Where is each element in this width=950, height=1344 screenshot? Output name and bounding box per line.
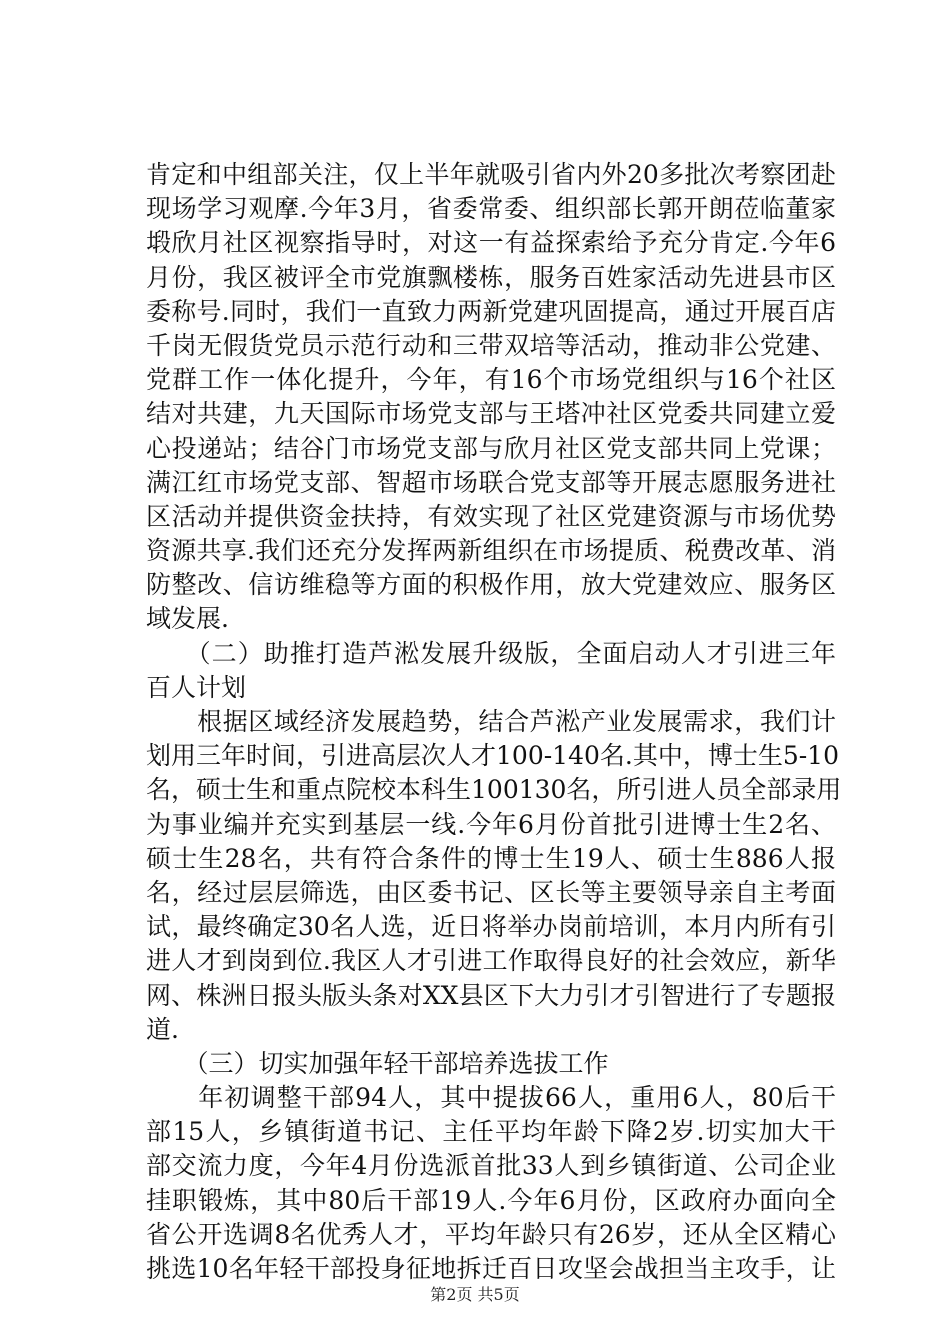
text-line: 结对共建，九天国际市场党支部与王塔冲社区党委共同建立爱 — [146, 399, 836, 429]
text-line: 月份，我区被评全市党旗飘楼栋，服务百姓家活动先进县市区 — [146, 262, 836, 292]
text-line: 肯定和中组部关注，仅上半年就吸引省内外20多批次考察团赴 — [146, 160, 836, 189]
text-line: 省公开选调8名优秀人才，平均年龄只有26岁，还从全区精心 — [146, 1219, 836, 1249]
text-line: 进人才到岗到位.我区人才引进工作取得良好的社会效应，新华 — [146, 946, 836, 976]
text-line: 满江红市场党支部、智超市场联合党支部等开展志愿服务进社 — [146, 467, 836, 497]
text-line: 心投递站；结谷门市场党支部与欣月社区党支部共同上党课； — [146, 433, 836, 463]
text-line: 试，最终确定30名人选，近日将举办岗前培训，本月内所有引 — [146, 912, 836, 942]
text-line: 部15人，乡镇街道书记、主任平均年龄下降2岁.切实加大干 — [146, 1117, 836, 1147]
text-line: 硕士生28名，共有符合条件的博士生19人、硕士生886人报 — [146, 843, 836, 873]
text-line: 为事业编并充实到基层一线.今年6月份首批引进博士生2名、 — [146, 809, 836, 839]
text-line: 道. — [146, 1014, 179, 1044]
text-line: 部交流力度，今年4月份选派首批33人到乡镇街道、公司企业 — [146, 1151, 836, 1181]
text-line: 划用三年时间，引进高层次人才100-140名.其中，博士生5-10 — [146, 741, 839, 771]
body-text — [146, 158, 842, 1286]
text-line: 委称号.同时，我们一直致力两新党建巩固提高，通过开展百店 — [146, 296, 836, 326]
section-heading: （二）助推打造芦淞发展升级版，全面启动人才引进三年 — [146, 638, 836, 668]
text-line: 党群工作一体化提升，今年，有16个市场党组织与16个社区 — [146, 365, 836, 395]
text-line: 塅欣月社区视察指导时，对这一有益探索给予充分肯定.今年6 — [146, 228, 836, 258]
text-line: 挑选10名年轻干部投身征地拆迁百日攻坚会战担当主攻手，让 — [146, 1254, 836, 1283]
text-line: 区活动并提供资金扶持，有效实现了社区党建资源与市场优势 — [146, 501, 836, 531]
text-line: 千岗无假货党员示范行动和三带双培等活动，推动非公党建、 — [146, 330, 836, 360]
text-line: 根据区域经济发展趋势，结合芦淞产业发展需求，我们计 — [146, 707, 836, 736]
text-line: 域发展. — [146, 604, 229, 634]
text-line: 网、株洲日报头版头条对XX县区下大力引才引智进行了专题报 — [146, 980, 836, 1010]
page-number-footer: 第2页 共5页 — [430, 1285, 520, 1304]
text-line: 名，硕士生和重点院校本科生100130名，所引进人员全部录用 — [146, 775, 842, 805]
section-heading: （三）切实加强年轻干部培养选拔工作 — [146, 1048, 609, 1078]
section-heading-cont: 百人计划 — [146, 672, 247, 702]
text-line: 年初调整干部94人，其中提拔66人，重用6人，80后干 — [146, 1083, 836, 1113]
text-line: 挂职锻炼，其中80后干部19人.今年6月份，区政府办面向全 — [146, 1185, 836, 1215]
text-line: 防整改、信访维稳等方面的积极作用，放大党建效应、服务区 — [146, 570, 836, 600]
text-line: 名，经过层层筛选，由区委书记、区长等主要领导亲自主考面 — [146, 877, 836, 907]
text-line: 现场学习观摩.今年3月，省委常委、组织部长郭开朗莅临董家 — [146, 194, 836, 224]
text-line: 资源共享.我们还充分发挥两新组织在市场提质、税费改革、消 — [146, 536, 836, 566]
